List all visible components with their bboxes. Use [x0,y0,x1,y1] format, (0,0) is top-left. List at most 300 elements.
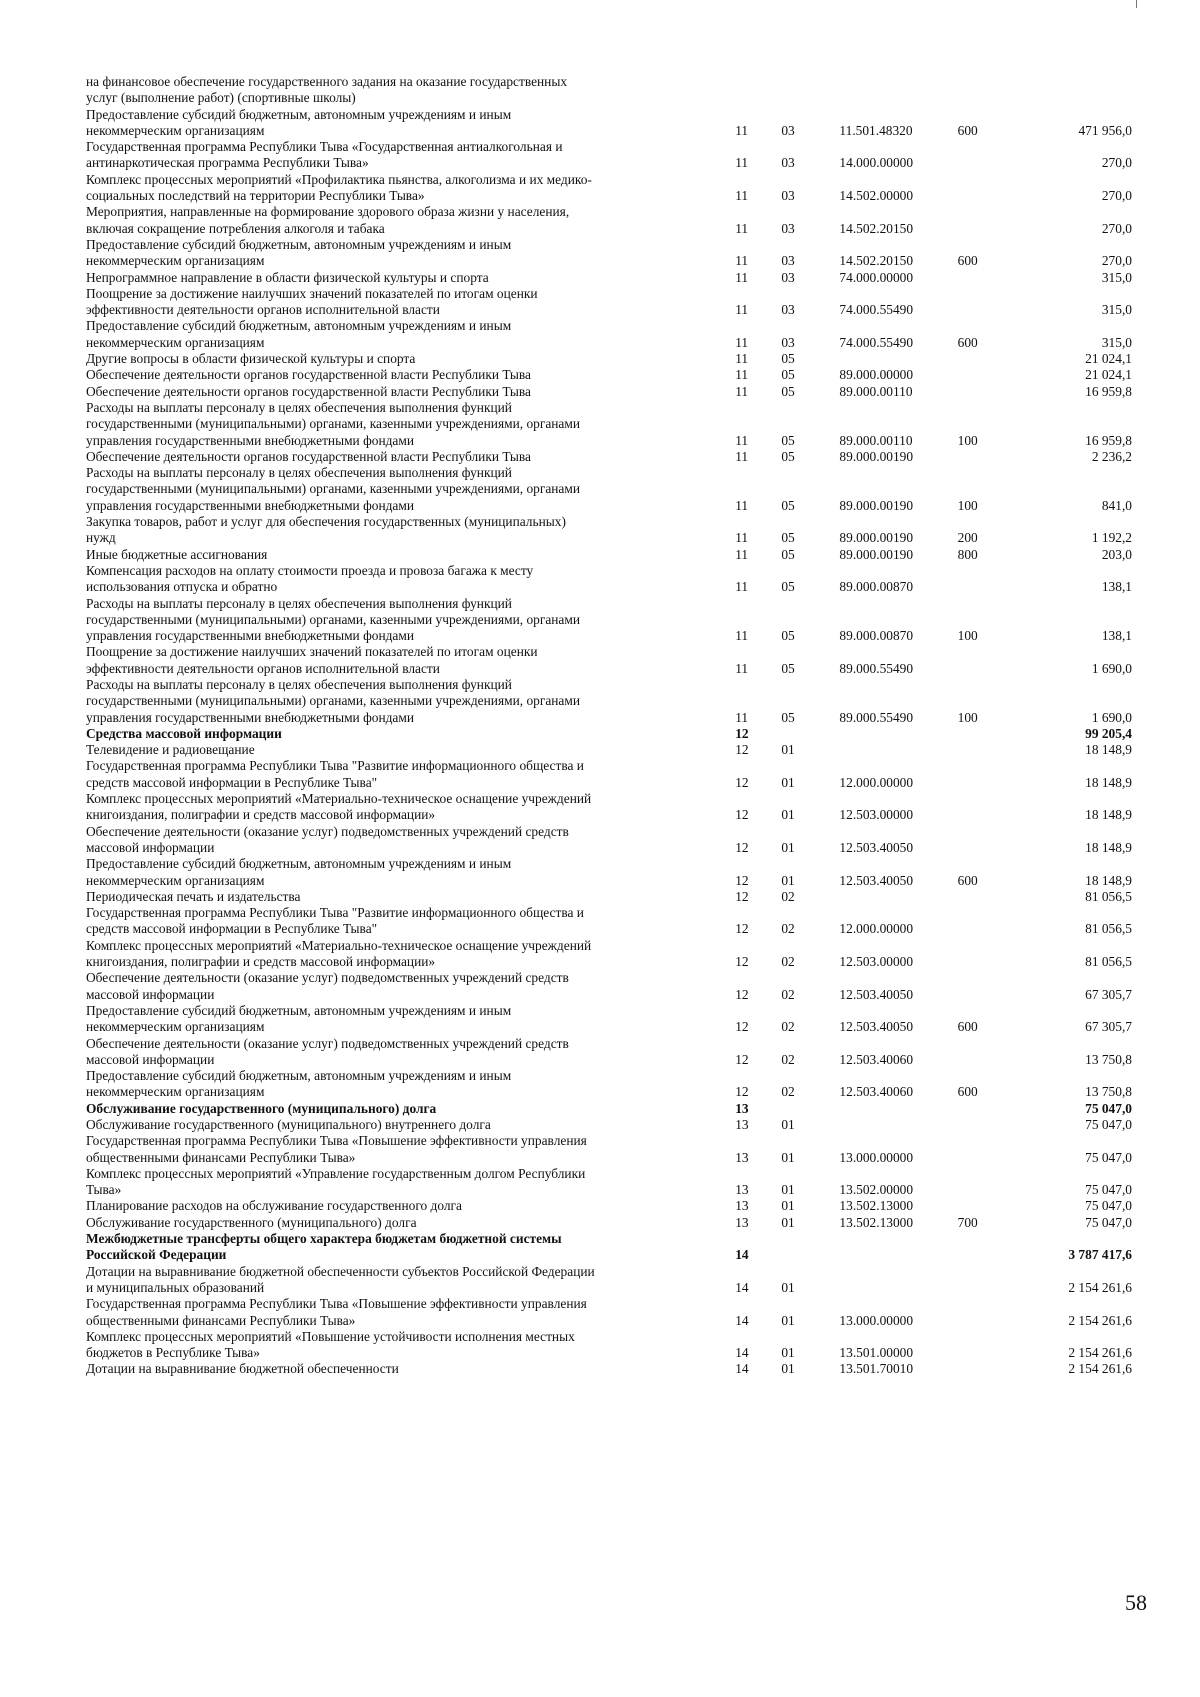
row-name: Государственная программа Республики Тыва «Повышение эффективности управления общественными финансами Республики Тыва» [86,1296,587,1328]
row-target-article-code: 12.503.40050 [839,839,914,855]
row-expense-type-code: 600 [957,122,978,138]
row-expense-type-code [958,286,1020,319]
row-target-article-code: 89.000.00190 [839,497,914,513]
row-name: Иные бюджетные ассигнования [86,546,268,562]
table-row [86,1361,1132,1377]
row-amount: 81 056,5 [1085,954,1132,970]
row-expense-type-code [958,1133,1020,1166]
row-subsection-code: 01 [781,742,795,758]
table-row [86,270,1132,286]
row-section-code: 12 [735,807,749,823]
row-target-article-code [839,726,957,742]
row-expense-type-code: 600 [957,253,978,269]
row-name: Другие вопросы в области физической культуры и спорта [86,351,416,367]
row-section-code: 11 [735,302,749,318]
table-row [86,514,1132,547]
row-amount: 2 154 261,6 [1068,1361,1132,1377]
row-amount: 2 154 261,6 [1068,1312,1132,1328]
row-amount: 138,1 [1101,579,1132,595]
row-target-article-code: 12.503.40050 [839,872,914,888]
row-subsection-code: 03 [781,155,795,171]
row-target-article-code [839,74,957,107]
table-row [86,400,1132,449]
row-name: Предоставление субсидий бюджетным, автономным учреждениям и иным некоммерческим организациям [86,1068,512,1100]
row-amount: 2 154 261,6 [1068,1279,1132,1295]
table-row [86,1101,1132,1117]
row-subsection-code: 01 [781,1214,795,1230]
budget-table [86,74,1132,1378]
row-subsection-code: 01 [781,872,795,888]
row-amount: 315,0 [1101,302,1132,318]
row-amount: 75 047,0 [1085,1100,1132,1116]
row-name: Предоставление субсидий бюджетным, автономным учреждениям и иным некоммерческим организациям [86,856,512,888]
row-section-code: 11 [735,155,749,171]
row-target-article-code: 89.000.55490 [839,660,914,676]
row-target-article-code: 13.502.00000 [839,1182,914,1198]
row-amount: 81 056,5 [1085,888,1132,904]
row-subsection-code: 01 [781,839,795,855]
row-expense-type-code [958,563,1020,596]
row-amount: 1 690,0 [1091,709,1132,725]
row-amount: 2 236,2 [1091,448,1132,464]
row-expense-type-code [958,1101,1020,1117]
row-name: Предоставление субсидий бюджетным, автономным учреждениям и иным некоммерческим организациям [86,236,512,269]
row-name: Обеспечение деятельности органов государственной власти Республики Тыва [86,448,531,464]
row-target-article-code: 14.502.00000 [839,188,914,204]
row-expense-type-code [958,1198,1020,1214]
row-target-article-code [839,1231,957,1264]
table-row [86,351,1132,367]
row-amount: 471 956,0 [1078,122,1132,138]
row-subsection-code [781,1101,839,1117]
row-subsection-code: 05 [781,432,795,448]
table-row [86,204,1132,237]
table-row [86,905,1132,938]
row-name: Компенсация расходов на оплату стоимости проезда и провоза багажа к месту использования отпуска и обратно [86,562,534,595]
row-amount: 18 148,9 [1085,872,1132,888]
table-row [86,1117,1132,1133]
row-section-code: 11 [735,546,749,562]
table-row [86,139,1132,172]
row-name: Телевидение и радиовещание [86,742,255,758]
row-target-article-code: 89.000.00110 [839,432,913,448]
row-section-code: 13 [735,1182,749,1198]
table-row [86,1133,1132,1166]
row-section-code: 14 [735,1279,749,1295]
row-subsection-code: 01 [781,1149,795,1165]
row-expense-type-code [958,1296,1020,1329]
table-row [86,1166,1132,1199]
row-target-article-code: 12.000.00000 [839,774,914,790]
row-amount: 75 047,0 [1085,1117,1132,1132]
row-amount: 270,0 [1101,155,1132,171]
row-section-code: 12 [735,742,749,758]
row-expense-type-code: 100 [957,497,978,513]
row-name: Обеспечение деятельности (оказание услуг) подведомственных учреждений средств массовой информации [86,823,569,855]
row-subsection-code: 01 [781,1361,795,1377]
row-target-article-code: 89.000.00000 [839,367,914,383]
row-expense-type-code [958,905,1020,938]
row-subsection-code: 01 [781,807,795,823]
row-name: Планирование расходов на обслуживание государственного долга [86,1198,462,1214]
row-subsection-code: 01 [781,1312,795,1328]
row-name: Обеспечение деятельности (оказание услуг) подведомственных учреждений средств массовой информации [86,1035,569,1067]
row-target-article-code: 14.000.00000 [839,155,914,171]
budget-table-body [86,74,1132,1378]
row-subsection-code: 05 [781,383,795,399]
row-amount: 75 047,0 [1085,1198,1132,1214]
row-subsection-code: 05 [781,709,795,725]
row-subsection-code: 02 [781,1084,795,1100]
row-name: Обеспечение деятельности (оказание услуг) подведомственных учреждений средств массовой информации [86,970,569,1002]
row-section-code: 11 [735,220,749,236]
row-section-code: 11 [735,432,749,448]
row-amount: 81 056,5 [1085,921,1132,937]
table-row [86,563,1132,596]
row-section-code: 11 [735,269,749,285]
row-section-code: 13 [735,1117,749,1132]
row-name: Обслуживание государственного (муниципального) долга [86,1100,437,1116]
row-section-code: 14 [735,1312,749,1328]
row-expense-type-code [958,889,1020,905]
row-section-code: 12 [735,774,749,790]
row-subsection-code: 02 [781,1051,795,1067]
row-section-code: 13 [735,1214,749,1230]
row-subsection-code [781,74,839,107]
row-name: на финансовое обеспечение государственного задания на оказание государственных услуг (выполнение работ) (спортивные школы) [86,74,568,106]
row-section-code: 12 [735,888,749,904]
row-amount: 270,0 [1101,253,1132,269]
row-name: Комплекс процессных мероприятий «Управление государственным долгом Республики Тыва» [86,1165,586,1198]
row-name: Предоставление субсидий бюджетным, автономным учреждениям и иным некоммерческим организациям [86,318,512,350]
row-amount: 75 047,0 [1085,1149,1132,1165]
row-expense-type-code: 100 [957,628,978,644]
row-subsection-code: 05 [781,579,795,595]
row-expense-type-code: 100 [957,432,978,448]
row-name: Обслуживание государственного (муниципального) внутреннего долга [86,1117,491,1132]
table-row [86,824,1132,857]
row-expense-type-code [958,1329,1020,1362]
row-expense-type-code: 600 [957,1019,978,1035]
row-expense-type-code: 800 [957,546,978,562]
row-expense-type-code: 200 [957,530,978,546]
row-expense-type-code: 100 [957,709,978,725]
row-section-code: 14 [735,1247,749,1263]
row-target-article-code: 89.000.00870 [839,579,914,595]
row-name: Комплекс процессных мероприятий «Профилактика пьянства, алкоголизма и их медико- социальных последствий на территории Республики Тыва» [86,171,592,204]
row-amount: 21 024,1 [1085,367,1132,383]
table-row [86,237,1132,270]
row-amount: 315,0 [1101,269,1132,285]
row-expense-type-code: 600 [957,1084,978,1100]
row-name: Расходы на выплаты персоналу в целях обеспечения выполнения функций государственными (муниципальными) органами, казенными учреждениями, органами управления государственными внебюджетными фондами [86,399,581,448]
row-target-article-code: 12.503.40050 [839,1019,914,1035]
row-subsection-code: 01 [781,1182,795,1198]
row-amount: 18 148,9 [1085,807,1132,823]
row-target-article-code: 13.502.13000 [839,1214,914,1230]
row-name: Межбюджетные трансферты общего характера бюджетам бюджетной системы Российской Федерации [86,1231,562,1263]
row-section-code: 12 [735,725,749,741]
table-row [86,970,1132,1003]
row-subsection-code [781,1231,839,1264]
row-expense-type-code [958,172,1020,205]
table-row [86,547,1132,563]
table-row [86,1231,1132,1264]
row-section-code: 13 [735,1149,749,1165]
row-section-code: 11 [735,628,749,644]
row-subsection-code: 02 [781,921,795,937]
row-expense-type-code [958,384,1020,400]
row-target-article-code: 12.000.00000 [839,921,914,937]
row-name: Государственная программа Республики Тыва "Развитие информационного общества и средств массовой информации в Республике Тыва" [86,758,584,790]
row-name: Комплекс процессных мероприятий «Материально-техническое оснащение учреждений книгоиздания, полиграфии и средств массовой информации» [86,791,592,823]
row-name: Поощрение за достижение наилучших значений показателей по итогам оценки эффективности деятельности органов исполнительной власти [86,644,538,676]
row-target-article-code: 89.000.00190 [839,546,914,562]
row-amount: 13 750,8 [1085,1051,1132,1067]
row-section-code: 11 [735,253,749,269]
row-amount: 67 305,7 [1085,1019,1132,1035]
row-expense-type-code [958,791,1020,824]
row-expense-type-code: 700 [957,1214,978,1230]
row-target-article-code: 89.000.00870 [839,628,914,644]
row-name: Непрограммное направление в области физической культуры и спорта [86,269,489,285]
table-row [86,1296,1132,1329]
table-row [86,644,1132,677]
table-row [86,1329,1132,1362]
row-target-article-code: 12.503.40050 [839,986,914,1002]
row-section-code: 11 [735,579,749,595]
row-name: Государственная программа Республики Тыва "Развитие информационного общества и средств массовой информации в Республике Тыва" [86,905,584,937]
table-row [86,596,1132,645]
row-name: Закупка товаров, работ и услуг для обеспечения государственных (муниципальных) нужд [86,514,566,546]
row-section-code: 11 [735,448,749,464]
row-target-article-code: 89.000.00190 [839,448,914,464]
row-subsection-code [781,726,839,742]
row-section-code: 11 [735,367,749,383]
row-amount: 21 024,1 [1085,351,1132,367]
table-row [86,726,1132,742]
row-name: Мероприятия, направленные на формирование здорового образа жизни у населения, включая сокращение потребления алкоголя и табака [86,204,570,236]
row-section-code: 11 [735,530,749,546]
row-subsection-code: 05 [781,497,795,513]
row-target-article-code: 74.000.55490 [839,302,914,318]
row-subsection-code: 02 [781,888,795,904]
row-subsection-code: 03 [781,334,795,350]
table-row [86,172,1132,205]
row-subsection-code: 03 [781,253,795,269]
row-target-article-code: 13.000.00000 [839,1149,914,1165]
row-expense-type-code [958,824,1020,857]
row-subsection-code: 05 [781,628,795,644]
row-target-article-code: 12.503.40060 [839,1084,914,1100]
row-target-article-code: 14.502.20150 [839,220,914,236]
row-section-code: 12 [735,1084,749,1100]
row-subsection-code: 05 [781,367,795,383]
row-amount: 270,0 [1101,188,1132,204]
row-section-code: 14 [735,1345,749,1361]
row-target-article-code: 89.000.00110 [839,383,913,399]
row-amount: 1 690,0 [1091,660,1132,676]
row-section-code: 11 [735,351,749,367]
row-subsection-code: 01 [781,1279,795,1295]
row-expense-type-code [958,1117,1020,1133]
row-section-code: 11 [735,660,749,676]
row-subsection-code: 03 [781,302,795,318]
row-section-code: 11 [735,383,749,399]
row-expense-type-code [958,204,1020,237]
row-amount [1020,74,1132,107]
row-subsection-code: 01 [781,1345,795,1361]
table-row [86,742,1132,758]
row-expense-type-code: 600 [957,872,978,888]
table-row [86,1264,1132,1297]
row-target-article-code [839,1117,957,1133]
row-expense-type-code [958,270,1020,286]
table-row [86,1215,1132,1231]
row-amount: 203,0 [1101,546,1132,562]
row-name: Дотации на выравнивание бюджетной обеспеченности субъектов Российской Федерации и муниципальных образований [86,1263,595,1295]
row-section-code: 12 [735,954,749,970]
row-expense-type-code [958,139,1020,172]
row-expense-type-code [958,644,1020,677]
row-subsection-code: 05 [781,546,795,562]
row-name: Государственная программа Республики Тыва «Повышение эффективности управления общественными финансами Республики Тыва» [86,1133,587,1165]
row-target-article-code: 74.000.55490 [839,334,914,350]
row-amount: 841,0 [1101,497,1132,513]
row-expense-type-code: 600 [957,334,978,350]
row-subsection-code: 05 [781,351,795,367]
row-name: Расходы на выплаты персоналу в целях обеспечения выполнения функций государственными (муниципальными) органами, казенными учреждениями, органами управления государственными внебюджетными фондами [86,595,581,644]
row-target-article-code: 12.503.40060 [839,1051,914,1067]
row-amount: 18 148,9 [1085,839,1132,855]
row-section-code: 11 [735,709,749,725]
row-section-code: 11 [735,334,749,350]
scan-mark [1136,0,1137,8]
row-section-code: 12 [735,1019,749,1035]
row-target-article-code [839,1101,957,1117]
row-section-code: 12 [735,921,749,937]
row-subsection-code: 01 [781,774,795,790]
table-row [86,384,1132,400]
table-row [86,286,1132,319]
row-target-article-code [839,742,957,758]
row-section-code: 12 [735,986,749,1002]
row-expense-type-code [958,74,1020,107]
row-subsection-code: 01 [781,1198,795,1214]
row-amount: 75 047,0 [1085,1182,1132,1198]
row-amount: 270,0 [1101,220,1132,236]
row-amount: 1 192,2 [1091,530,1132,546]
row-section-code: 13 [735,1100,749,1116]
row-expense-type-code [958,1264,1020,1297]
row-amount: 138,1 [1101,628,1132,644]
table-row [86,1036,1132,1069]
row-section-code: 14 [735,1361,749,1377]
row-expense-type-code [958,742,1020,758]
row-subsection-code: 05 [781,660,795,676]
row-section-code: 11 [735,497,749,513]
table-row [86,758,1132,791]
row-subsection-code: 02 [781,954,795,970]
page-number: 58 [1125,1590,1147,1615]
row-expense-type-code [958,1036,1020,1069]
row-name: Средства массовой информации [86,725,282,741]
row-expense-type-code [958,726,1020,742]
row-expense-type-code [958,449,1020,465]
row-subsection-code: 03 [781,220,795,236]
row-target-article-code: 89.000.55490 [839,709,914,725]
row-name: Обеспечение деятельности органов государственной власти Республики Тыва [86,383,531,399]
row-target-article-code [839,889,957,905]
row-target-article-code: 13.501.00000 [839,1345,914,1361]
row-section-code: 12 [735,1051,749,1067]
row-expense-type-code [958,1231,1020,1264]
row-expense-type-code [958,1166,1020,1199]
row-subsection-code: 03 [781,122,795,138]
row-target-article-code: 12.503.00000 [839,807,914,823]
row-amount: 3 787 417,6 [1068,1247,1132,1263]
row-name: Комплекс процессных мероприятий «Повышение устойчивости исполнения местных бюджетов в Республике Тыва» [86,1328,575,1361]
row-name: Предоставление субсидий бюджетным, автономным учреждениям и иным некоммерческим организациям [86,106,512,138]
row-expense-type-code [958,938,1020,971]
row-target-article-code: 74.000.00000 [839,269,914,285]
table-row [86,107,1132,140]
table-row [86,1003,1132,1036]
row-section-code: 12 [735,839,749,855]
row-name: Поощрение за достижение наилучших значений показателей по итогам оценки эффективности деятельности органов исполнительной власти [86,285,538,318]
row-target-article-code [839,1264,957,1297]
row-target-article-code: 13.501.70010 [839,1361,914,1377]
table-row [86,856,1132,889]
table-row [86,791,1132,824]
row-name: Расходы на выплаты персоналу в целях обеспечения выполнения функций государственными (муниципальными) органами, казенными учреждениями, органами управления государственными внебюджетными фондами [86,465,581,513]
row-amount: 315,0 [1101,334,1132,350]
row-target-article-code: 14.502.20150 [839,253,914,269]
row-name: Комплекс процессных мероприятий «Материально-техническое оснащение учреждений книгоиздания, полиграфии и средств массовой информации» [86,937,592,970]
row-name: Предоставление субсидий бюджетным, автономным учреждениям и иным некоммерческим организациям [86,1002,512,1035]
row-subsection-code: 05 [781,530,795,546]
row-expense-type-code [958,1361,1020,1377]
row-section-code: 12 [735,872,749,888]
table-row [86,318,1132,351]
row-amount: 18 148,9 [1085,742,1132,758]
row-subsection-code: 02 [781,1019,795,1035]
table-row [86,1068,1132,1101]
row-section-code: 13 [735,1198,749,1214]
table-row [86,938,1132,971]
row-section-code [735,74,781,107]
table-row [86,465,1132,514]
row-section-code: 11 [735,122,749,138]
table-row [86,1198,1132,1214]
row-subsection-code: 05 [781,448,795,464]
row-amount: 67 305,7 [1085,986,1132,1002]
row-subsection-code: 02 [781,986,795,1002]
table-row [86,74,1132,107]
row-amount: 16 959,8 [1085,383,1132,399]
row-expense-type-code [958,970,1020,1003]
row-amount: 75 047,0 [1085,1214,1132,1230]
row-subsection-code: 03 [781,188,795,204]
row-amount: 16 959,8 [1085,432,1132,448]
row-subsection-code: 01 [781,1117,795,1132]
row-name: Обеспечение деятельности органов государственной власти Республики Тыва [86,367,531,383]
row-expense-type-code [958,351,1020,367]
row-subsection-code: 03 [781,269,795,285]
row-name: Расходы на выплаты персоналу в целях обеспечения выполнения функций государственными (муниципальными) органами, казенными учреждениями, органами управления государственными внебюджетными фондами [86,676,581,725]
row-amount: 99 205,4 [1085,725,1132,741]
row-target-article-code: 13.000.00000 [839,1312,914,1328]
